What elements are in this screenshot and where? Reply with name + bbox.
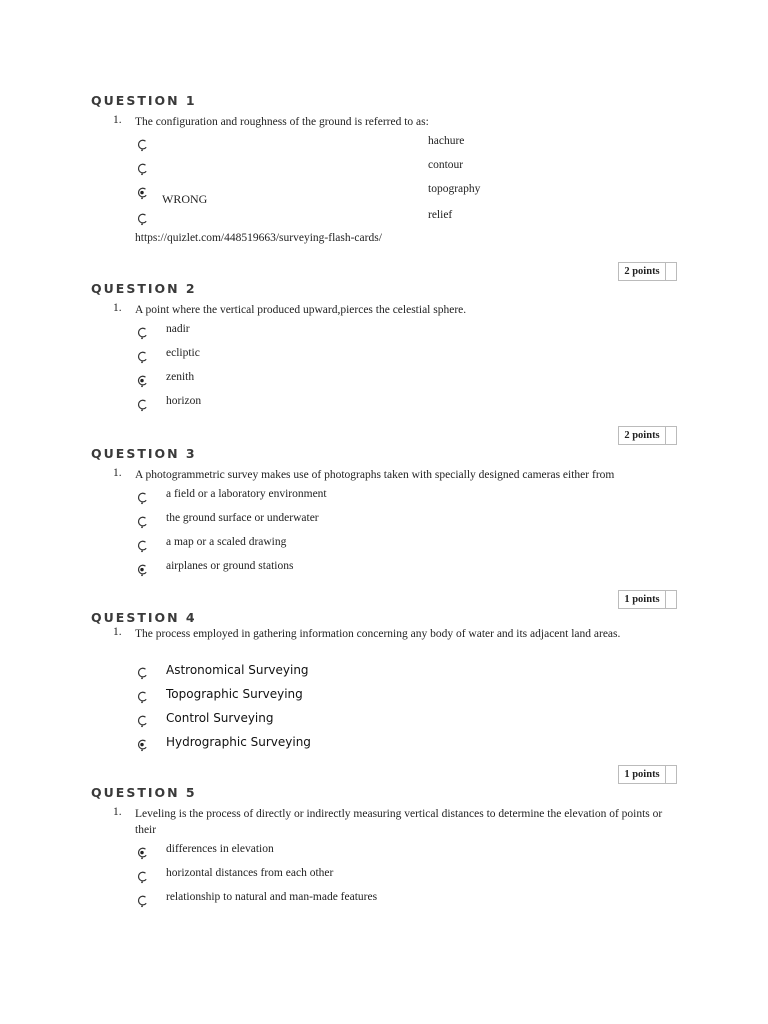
q1-radio-relief[interactable]	[137, 213, 148, 224]
question-3-number: 1.	[113, 467, 122, 479]
q4-radio-hydrographic[interactable]	[137, 739, 148, 750]
q2-radio-zenith[interactable]	[137, 375, 148, 386]
q5-radio-horizontal[interactable]	[137, 871, 148, 882]
q2-radio-ecliptic[interactable]	[137, 351, 148, 362]
q5-points-label: 1 points	[619, 766, 666, 783]
q2-radio-horizon[interactable]	[137, 399, 148, 410]
q2-radio-nadir[interactable]	[137, 327, 148, 338]
q4-radio-control[interactable]	[137, 715, 148, 726]
q4-option-hydrographic: Hydrographic Surveying	[166, 735, 311, 749]
q4-points-box	[618, 590, 677, 609]
q4-radio-astronomical[interactable]	[137, 667, 148, 678]
q3-radio-airplanes[interactable]	[137, 564, 148, 575]
question-4-number: 1.	[113, 626, 122, 638]
question-5-stem: Leveling is the process of directly or indirectly measuring vertical distances to determine the elevation of points or their	[135, 808, 663, 836]
q4-points-label: 1 points	[619, 591, 666, 608]
q3-points-box	[618, 426, 677, 445]
q1-radio-contour[interactable]	[137, 163, 148, 174]
question-1-stem: The configuration and roughness of the ground is referred to as:	[135, 116, 429, 128]
question-2-heading: QUESTION 2	[91, 281, 197, 296]
q2-option-ecliptic: ecliptic	[166, 347, 200, 359]
q3-option-airplanes: airplanes or ground stations	[166, 560, 294, 572]
q2-option-horizon: horizon	[166, 395, 202, 407]
q4-option-topographic: Topographic Surveying	[166, 687, 303, 701]
q1-radio-topography[interactable]	[137, 187, 148, 198]
q5-radio-relationship[interactable]	[137, 895, 148, 906]
q5-option-relationship: relationship to natural and man-made features	[166, 891, 378, 903]
q1-radio-hachure[interactable]	[137, 139, 148, 150]
q4-option-control: Control Surveying	[166, 711, 274, 725]
question-1-heading: QUESTION 1	[91, 93, 197, 108]
q5-points-box	[618, 765, 677, 784]
q3-radio-field-lab[interactable]	[137, 492, 148, 503]
q2-option-nadir: nadir	[166, 323, 190, 335]
q5-radio-differences[interactable]	[137, 847, 148, 858]
question-2-stem: A point where the vertical produced upward,pierces the celestial sphere.	[135, 304, 467, 316]
question-5-heading: QUESTION 5	[91, 785, 197, 800]
q5-option-horizontal: horizontal distances from each other	[166, 867, 334, 879]
q2-points-box	[618, 262, 677, 281]
q1-feedback-wrong: WRONG	[162, 192, 208, 206]
q4-option-astronomical: Astronomical Surveying	[166, 663, 309, 677]
q3-points-label: 2 points	[619, 427, 666, 444]
question-3-heading: QUESTION 3	[91, 446, 197, 461]
q1-option-topography: topography	[428, 183, 481, 195]
q3-radio-ground-underwater[interactable]	[137, 516, 148, 527]
question-5-number: 1.	[113, 806, 122, 818]
q1-option-hachure: hachure	[428, 135, 465, 147]
q4-radio-topographic[interactable]	[137, 691, 148, 702]
question-4-stem: The process employed in gathering information concerning any body of water and its adjacent land areas.	[135, 628, 621, 640]
question-1-number: 1.	[113, 114, 122, 126]
q3-radio-map-drawing[interactable]	[137, 540, 148, 551]
q2-points-label: 2 points	[619, 263, 666, 280]
q3-option-field-lab: a field or a laboratory environment	[166, 488, 327, 500]
question-3-stem: A photogrammetric survey makes use of photographs taken with specially designed cameras either from	[135, 469, 615, 481]
q1-option-contour: contour	[428, 159, 464, 171]
q3-option-map-drawing: a map or a scaled drawing	[166, 536, 287, 548]
q2-option-zenith: zenith	[166, 371, 195, 383]
q1-option-relief: relief	[428, 209, 453, 221]
question-4-heading: QUESTION 4	[91, 610, 197, 625]
question-2-number: 1.	[113, 302, 122, 314]
q5-option-differences: differences in elevation	[166, 843, 274, 855]
q3-option-ground-underwater: the ground surface or underwater	[166, 512, 319, 524]
q1-reference-link[interactable]: https://quizlet.com/448519663/surveying-flash-cards/	[135, 232, 382, 244]
